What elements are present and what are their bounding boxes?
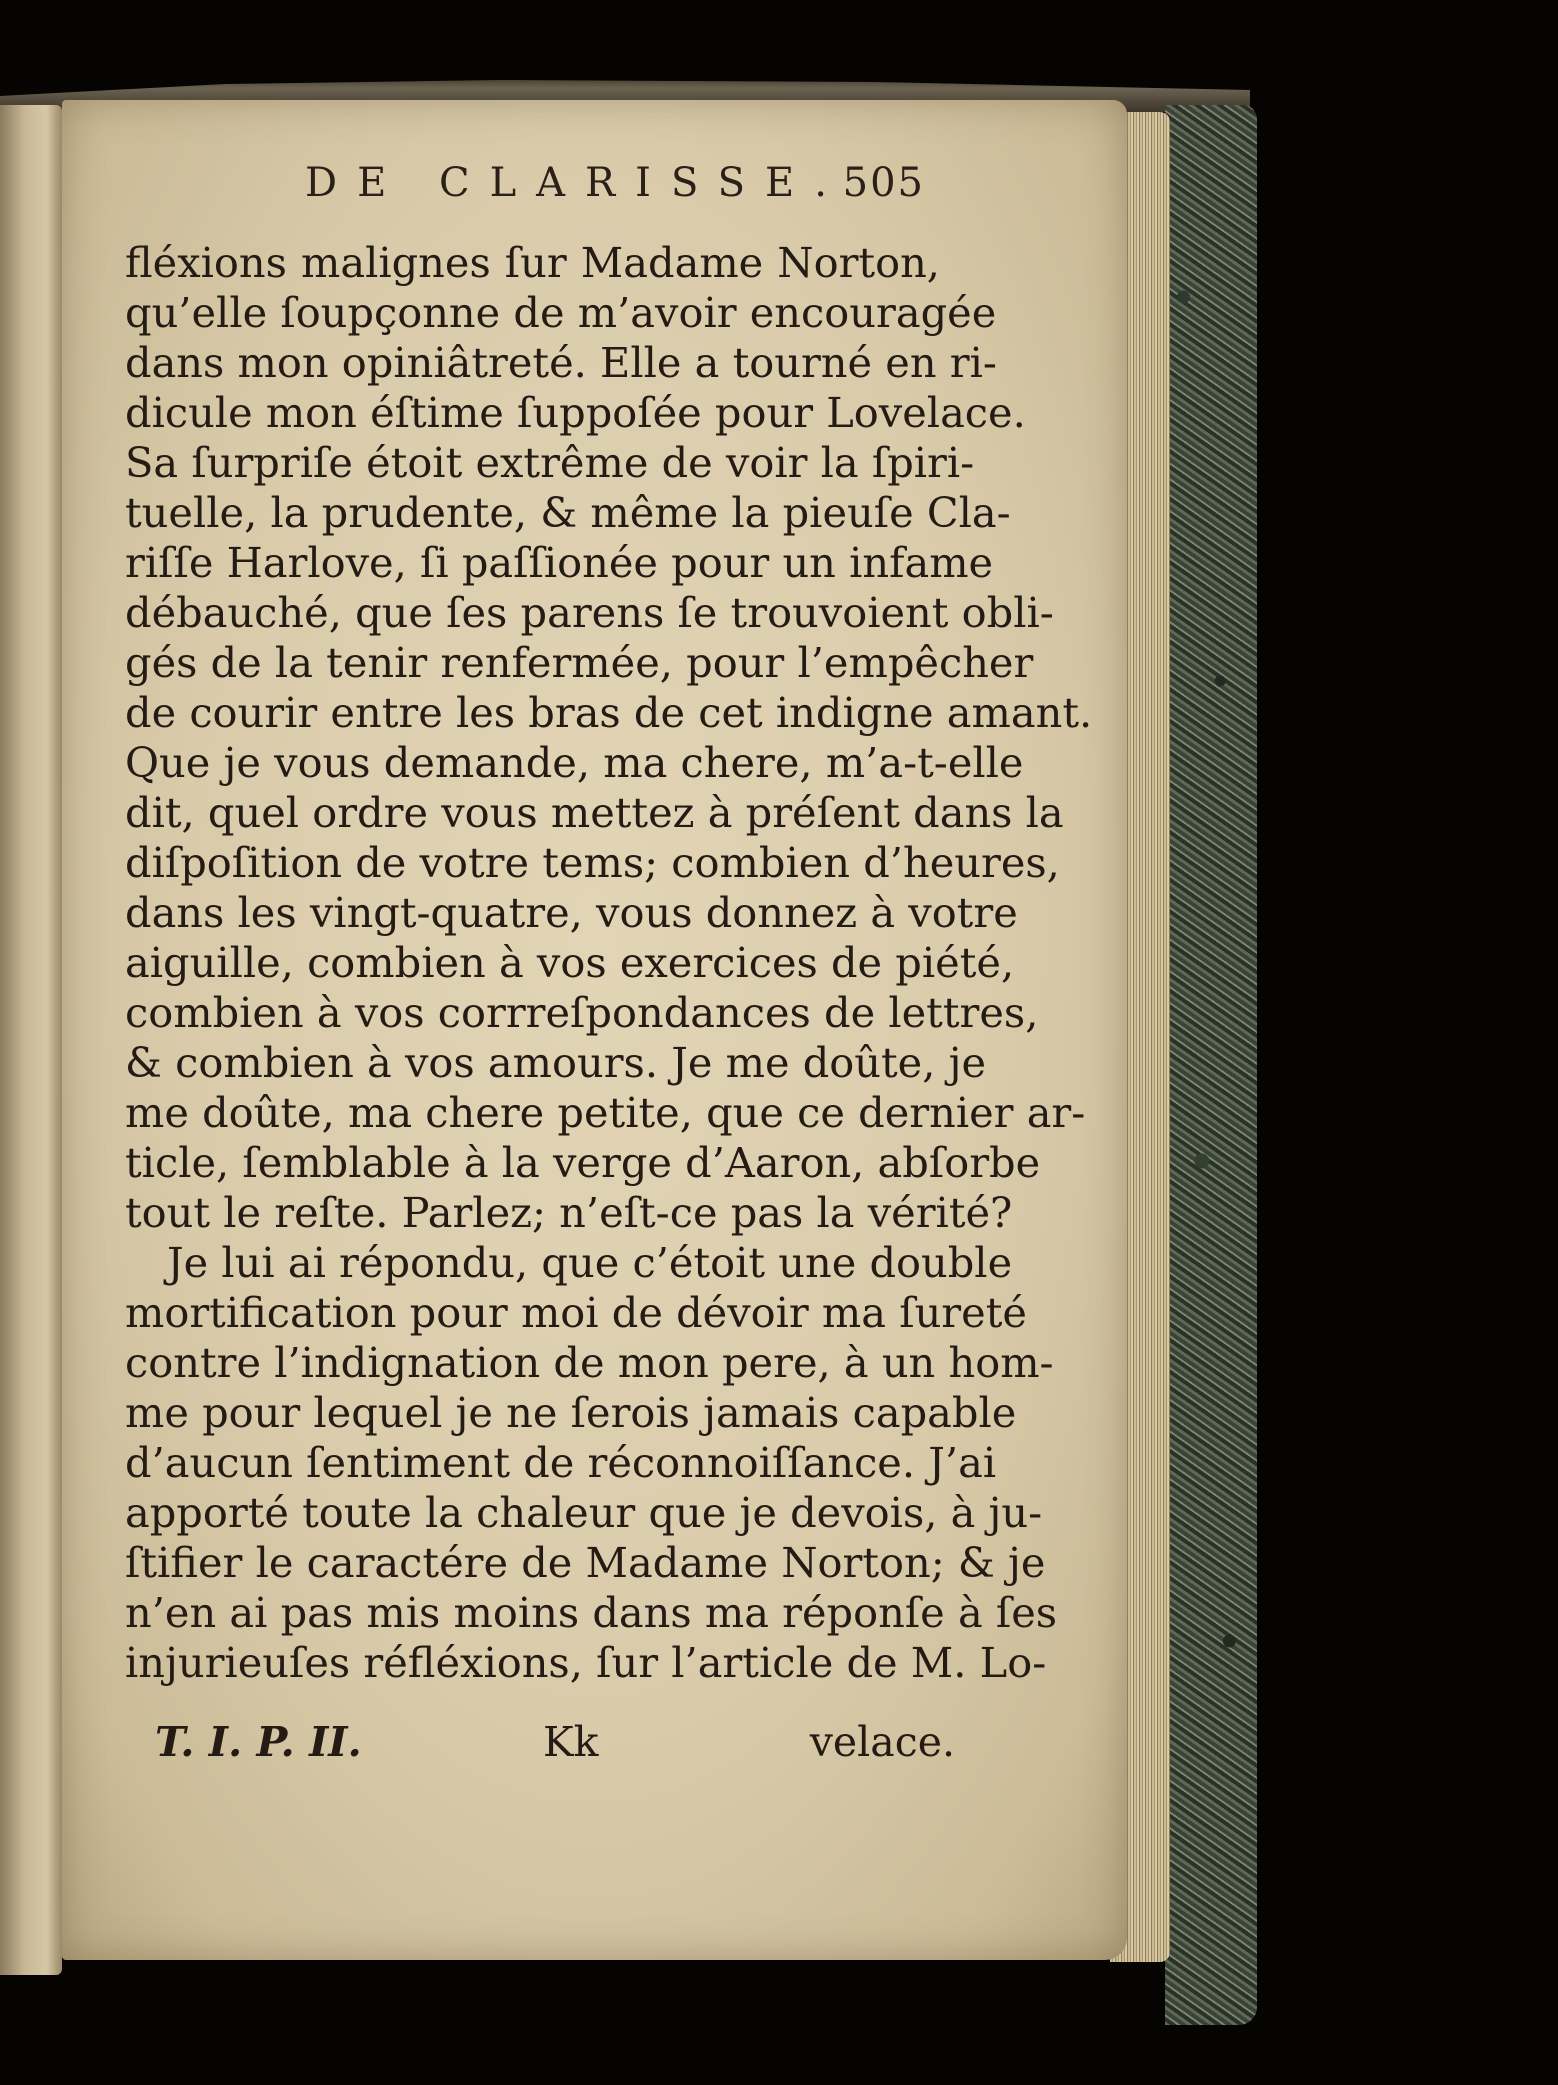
text-line: contre l’indignation de mon pere, à un hom- bbox=[125, 1338, 1054, 1387]
text-line: Sa ſurpriſe étoit extrême de voir la ſpiri- bbox=[125, 438, 975, 487]
text-line: gés de la tenir renfermée, pour l’empêcher bbox=[125, 638, 1034, 687]
paragraph-start-line: Je lui ai répondu, que c’étoit une double bbox=[167, 1238, 1013, 1287]
text-line: tuelle, la prudente, & même la pieuſe Cla- bbox=[125, 488, 1011, 537]
text-line: débauché, que ſes parens ſe trouvoient obli- bbox=[125, 588, 1054, 637]
body-text bbox=[125, 238, 1093, 1688]
text-line: mortification pour moi de dévoir ma ſureté bbox=[125, 1288, 1027, 1337]
text-line: riſſe Harlove, ſi paſſionée pour un infame bbox=[125, 538, 994, 587]
text-line: combien à vos corrreſpondances de lettres, bbox=[125, 988, 1039, 1037]
catchword: velace. bbox=[809, 1718, 955, 1766]
text-line: aiguille, combien à vos exercices de piété, bbox=[125, 938, 1015, 987]
running-title: DE CLARISSE. bbox=[305, 160, 847, 206]
text-line: d’aucun ſentiment de réconnoiſſance. J’ai bbox=[125, 1438, 997, 1487]
text-line: qu’elle ſoupçonne de m’avoir encouragée bbox=[125, 288, 997, 337]
page-number: 505 bbox=[842, 160, 925, 206]
text-line: n’en ai pas mis moins dans ma réponſe à ſes bbox=[125, 1588, 1058, 1637]
text-line: tout le reſte. Parlez; n’eſt-ce pas la vérité? bbox=[125, 1188, 1013, 1237]
facing-page-edge bbox=[0, 105, 62, 1975]
text-line: apporté toute la chaleur que je devois, à ju- bbox=[125, 1488, 1043, 1537]
signature: T. I. P. II. bbox=[155, 1718, 362, 1766]
text-line: me doûte, ma chere petite, que ce dernier ar- bbox=[125, 1088, 1086, 1137]
page-footer bbox=[155, 1718, 955, 1773]
text-line: me pour lequel je ne ſerois jamais capable bbox=[125, 1388, 1017, 1437]
text-line: de courir entre les bras de cet indigne amant. bbox=[125, 688, 1093, 737]
text-line: diſpoſition de votre tems; combien d’heures, bbox=[125, 838, 1060, 887]
text-line: Que je vous demande, ma chere, m’a-t-elle bbox=[125, 738, 1024, 787]
text-line: dans les vingt-quatre, vous donnez à votre bbox=[125, 888, 1018, 937]
text-line: dans mon opiniâtreté. Elle a tourné en ri- bbox=[125, 338, 997, 387]
text-line: ticle, ſemblable à la verge d’Aaron, abſorbe bbox=[125, 1138, 1041, 1187]
signature-mark: Kk bbox=[543, 1718, 599, 1766]
text-line: ſtifier le caractére de Madame Norton; & je bbox=[125, 1538, 1046, 1587]
text-line: dit, quel ordre vous mettez à préſent dans la bbox=[125, 788, 1064, 837]
page-header bbox=[305, 160, 925, 220]
text-line: fléxions malignes ſur Madame Norton, bbox=[125, 238, 940, 287]
text-line: dicule mon éſtime ſuppoſée pour Lovelace. bbox=[125, 388, 1026, 437]
book-cover-marbled bbox=[1165, 105, 1257, 2025]
text-line: & combien à vos amours. Je me doûte, je bbox=[125, 1038, 987, 1087]
text-line: injurieuſes réfléxions, ſur l’article de M. Lo- bbox=[125, 1638, 1047, 1687]
